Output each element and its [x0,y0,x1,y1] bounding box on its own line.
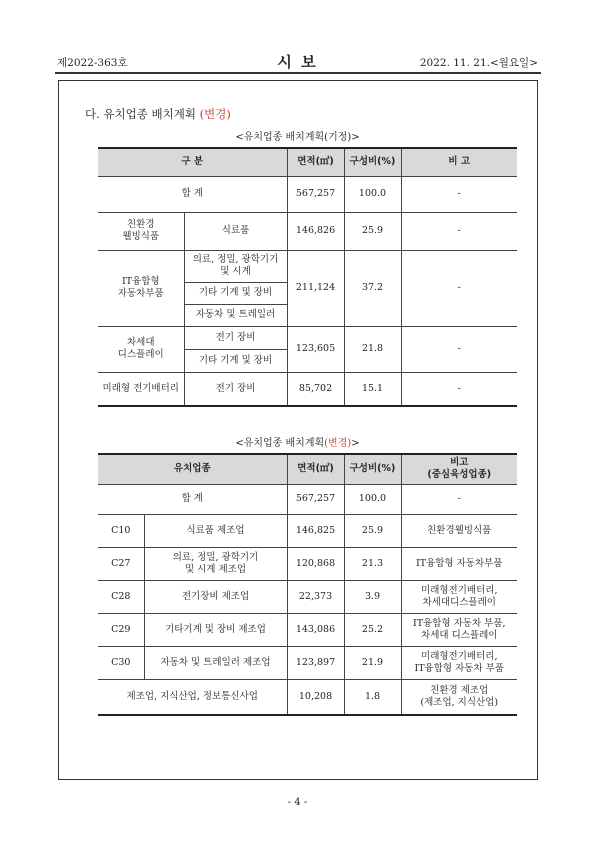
section-heading-text: 다. 유치업종 배치계획 [85,107,200,121]
table1-caption: <유치업종 배치계획(기정)> [235,132,360,143]
group-label: 차세대 디스플레이 [98,326,184,372]
table2-caption-suffix: > [351,438,360,449]
note-value: - [401,372,517,406]
industry-name: 의료, 정밀, 광학기기 및 시계 제조업 [144,547,287,580]
table2-caption-change: (변경) [324,438,352,449]
area-value: 211,124 [287,250,344,326]
page-title: 시 보 [277,53,318,71]
table-row [98,547,517,580]
industry-name: 전기장비 제조업 [144,580,287,613]
industry-code: C30 [98,646,144,679]
note-value: 미래형전기배터리, IT융합형 자동차 부품 [401,646,517,679]
area-value: 123,897 [287,646,344,679]
industry-item: 전기 장비 [184,326,287,349]
table-row [98,250,517,282]
section-heading [85,106,231,122]
table-row [98,514,517,547]
table-row [98,679,517,715]
area-value: 85,702 [287,372,344,406]
industry-item: 자동차 및 트레일러 [184,304,287,326]
industry-item: 전기 장비 [184,372,287,406]
total-note: - [401,484,517,514]
total-label: 합 계 [98,176,287,212]
table2-caption [0,434,595,449]
note-value: IT융합형 자동차 부품, 차세대 디스플레이 [401,613,517,646]
group-label: 미래형 전기배터리 [98,372,184,406]
industry-code: C29 [98,613,144,646]
table-row [98,326,517,349]
header-area: 면적(㎡) [287,148,344,176]
table-row [98,646,517,679]
industry-item: 식료품 [184,212,287,250]
area-value: 146,826 [287,212,344,250]
note-value: 친환경 제조업 (제조업, 지식산업) [401,679,517,715]
area-value: 120,868 [287,547,344,580]
ratio-value: 21.9 [344,646,401,679]
group-label: IT융합형 자동차부품 [98,250,184,326]
header-industry: 유치업종 [98,454,287,484]
industry-name: 기타기계 및 장비 제조업 [144,613,287,646]
area-value: 146,825 [287,514,344,547]
header-area: 면적(㎡) [287,454,344,484]
ratio-value: 25.2 [344,613,401,646]
table2-caption-prefix: <유치업종 배치계획 [235,438,325,449]
ratio-value: 21.3 [344,547,401,580]
area-value: 22,373 [287,580,344,613]
header-category: 구 분 [98,148,287,176]
ratio-value: 1.8 [344,679,401,715]
ratio-value: 25.9 [344,514,401,547]
table-row [98,372,517,406]
industry-item: 기타 기계 및 장비 [184,349,287,372]
note-value: 미래형전기배터리, 차세대디스플레이 [401,580,517,613]
ratio-value: 25.9 [344,212,401,250]
group-label: 친환경 웰빙식품 [98,212,184,250]
industry-item: 의료, 정밀, 광학기기 및 시계 [184,250,287,282]
table-header-row [98,148,517,176]
table-row [98,580,517,613]
industry-code: C10 [98,514,144,547]
table-row [98,613,517,646]
ratio-value: 15.1 [344,372,401,406]
publication-date: 2022. 11. 21.<월요일> [419,57,538,69]
ratio-value: 3.9 [344,580,401,613]
header-rule [55,72,541,74]
total-ratio: 100.0 [344,176,401,212]
header-note: 비 고 [401,148,517,176]
total-area: 567,257 [287,176,344,212]
area-value: 10,208 [287,679,344,715]
total-area: 567,257 [287,484,344,514]
industry-code: C27 [98,547,144,580]
table-changed-plan [98,453,517,716]
note-value: 친환경웰빙식품 [401,514,517,547]
total-ratio: 100.0 [344,484,401,514]
industry-name: 제조업, 지식산업, 정보통신사업 [98,679,287,715]
ratio-value: 37.2 [344,250,401,326]
header-note: 비고 (중심육성업종) [401,454,517,484]
table-header-row [98,454,517,484]
page-number: - 4 - [287,797,308,808]
ratio-value: 21.8 [344,326,401,372]
header-ratio: 구성비(%) [344,454,401,484]
document-number: 제2022-363호 [57,57,128,69]
industry-name: 자동차 및 트레일러 제조업 [144,646,287,679]
area-value: 143,086 [287,613,344,646]
table-row-total [98,484,517,514]
area-value: 123,605 [287,326,344,372]
industry-item: 기타 기계 및 장비 [184,282,287,304]
industry-name: 식료품 제조업 [144,514,287,547]
section-heading-change: (변경) [199,107,231,121]
table-row-total [98,176,517,212]
total-label: 합 계 [98,484,287,514]
table-existing-plan [98,147,517,407]
note-value: IT융합형 자동차부품 [401,547,517,580]
header-ratio: 구성비(%) [344,148,401,176]
note-value: - [401,250,517,326]
industry-code: C28 [98,580,144,613]
note-value: - [401,326,517,372]
table-row [98,212,517,250]
total-note: - [401,176,517,212]
note-value: - [401,212,517,250]
